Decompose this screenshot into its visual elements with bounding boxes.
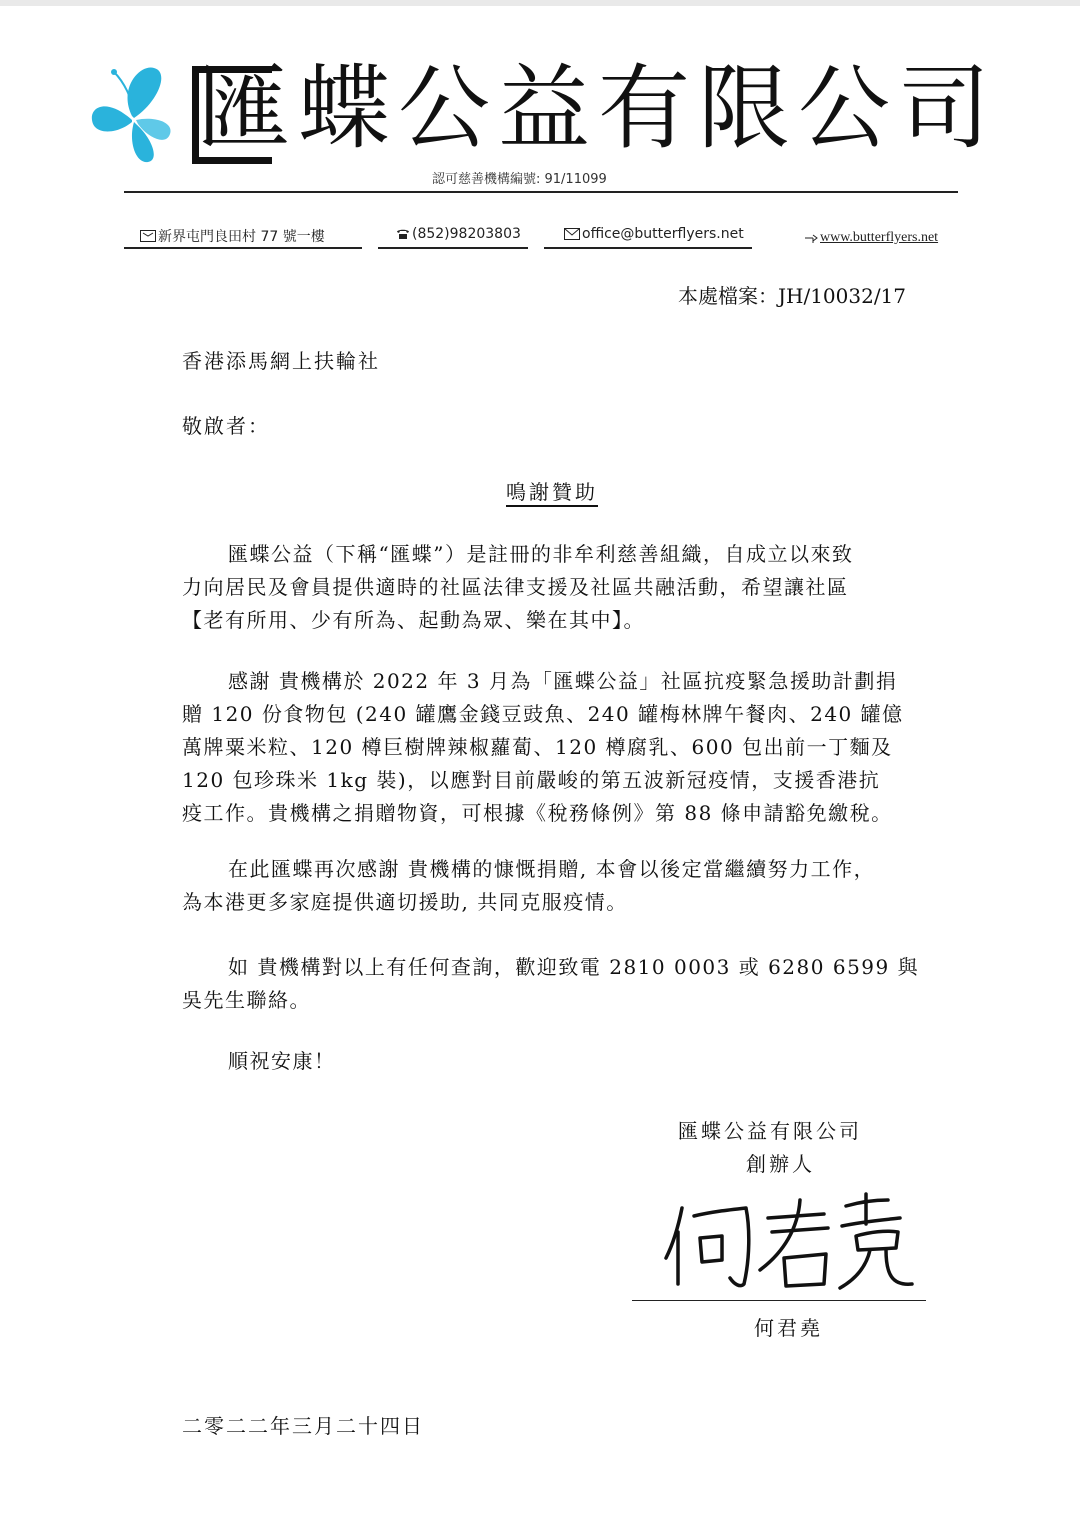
paragraph-line: 匯蝶公益（下稱“匯蝶”）是註冊的非牟利慈善組織，自成立以來致 [228,542,854,566]
address-rule [124,247,362,249]
paragraph-line: 為本港更多家庭提供適切援助, 共同克服疫情。 [182,890,628,914]
paragraph-donation [182,665,942,830]
signer-organization: 匯蝶公益有限公司 [678,1119,862,1143]
email-text: office@butterflyers.net [582,226,744,242]
phone-icon [396,228,410,240]
signer-name: 何君堯 [754,1316,823,1340]
paragraph-enquiry [182,951,942,1017]
org-title: 匯蝶公益有限公司 [198,55,999,162]
paragraph-line: 疫工作。貴機構之捐贈物資，可根據《稅務條例》第 88 條申請豁免繳稅。 [182,801,893,825]
charity-number: 認可慈善機構編號: 91/11099 [432,172,607,187]
paragraph-line: 吳先生聯絡。 [182,988,311,1012]
paragraph-line: 力向居民及會員提供適時的社區法律支援及社區共融活動，希望讓社區 [182,575,849,599]
signature-line [632,1300,926,1301]
letterhead-divider [124,191,958,193]
mail-icon [140,230,156,242]
handwritten-signature [660,1188,920,1298]
paragraph-line: 在此匯蝶再次感謝 貴機構的慷慨捐贈, 本會以後定當繼續努力工作， [228,857,876,881]
page-top-edge [0,0,1080,6]
paragraph-line: 萬牌粟米粒、120 樽巨樹牌辣椒蘿蔔、120 樽腐乳、600 包出前一丁麵及 [182,735,893,759]
envelope-icon [564,228,580,240]
contact-address [140,226,325,246]
paragraph-line: 【老有所用、少有所為、起動為眾、樂在其中】。 [182,608,645,632]
phone-rule [378,247,528,249]
contact-phone [396,226,521,242]
paragraph-intro [182,538,942,637]
subject-title: 鳴謝贊助 [506,480,598,504]
pointer-icon [804,232,818,244]
paragraph-thanks [182,853,942,919]
paragraph-line: 贈 120 份食物包 (240 罐鷹金錢豆豉魚、240 罐梅林牌午餐肉、240 罐億 [182,702,904,726]
contact-website [804,230,938,246]
recipient: 香港添馬網上扶輪社 [182,349,380,373]
paragraph-line: 如 貴機構對以上有任何查詢，歡迎致電 2810 0003 或 6280 6599 與 [228,955,920,979]
paragraph-line: 120 包珍珠米 1kg 裝)，以應對目前嚴峻的第五波新冠疫情，支援香港抗 [182,768,881,792]
phone-text: (852)98203803 [412,226,521,242]
salutation: 敬啟者： [182,414,270,438]
website-text: www.butterflyers.net [820,230,939,245]
address-text: 新界屯門良田村 77 號一樓 [158,229,325,245]
paragraph-line: 感謝 貴機構於 2022 年 3 月為「匯蝶公益」社區抗疫緊急援助計劃捐 [228,669,898,693]
butterfly-logo-icon [88,58,184,170]
reference-number: 本處檔案：JH/10032/17 [678,284,907,308]
email-rule [544,247,752,249]
contact-email [564,226,744,242]
signer-role: 創辦人 [746,1152,815,1176]
paragraph-closing [182,1045,942,1078]
letter-date: 二零二二年三月二十四日 [182,1414,424,1438]
paragraph-line: 順祝安康！ [228,1049,336,1073]
